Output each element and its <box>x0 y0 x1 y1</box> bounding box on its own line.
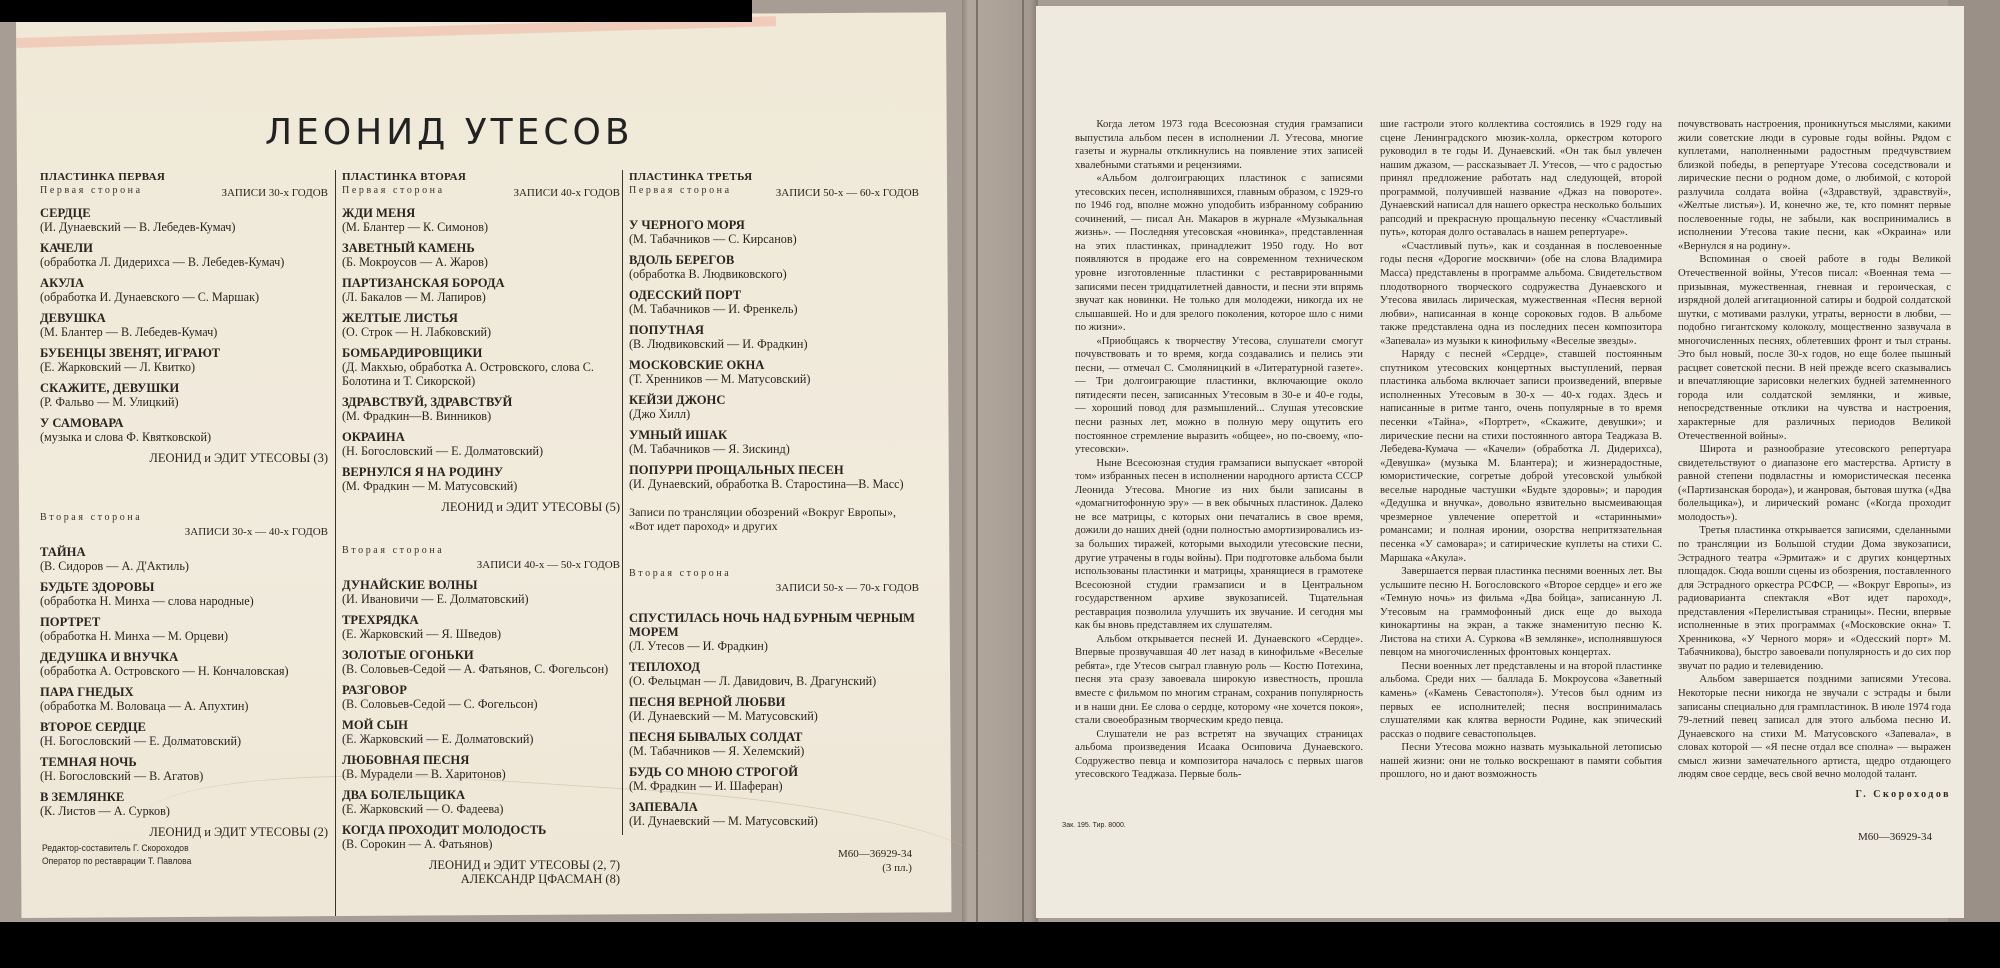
album-spine <box>962 0 1038 922</box>
plate-1-column <box>40 170 328 869</box>
song-title: БУДЬТЕ ЗДОРОВЫ <box>40 580 155 594</box>
side-label: Первая сторона <box>629 185 732 196</box>
song-title: В ЗЕМЛЯНКЕ <box>40 790 125 804</box>
song-title: ЖЕЛТЫЕ ЛИСТЬЯ <box>342 311 458 325</box>
song-item <box>40 615 328 643</box>
song-authors: (К. Листов — А. Сурков) <box>40 804 170 818</box>
song-authors: (Т. Хренников — М. Матусовский) <box>629 372 811 386</box>
plate-2-column <box>335 170 620 916</box>
song-item <box>40 755 328 783</box>
song-item <box>342 613 620 641</box>
song-item <box>629 463 919 491</box>
song-item <box>629 393 919 421</box>
song-authors: (М. Табачников — С. Кирсанов) <box>629 232 797 246</box>
article-paragraph: Когда летом 1973 года Всесоюзная студия грамзаписи выпустила альбом песен в исполнении Л. Утесова, многие газеты и журналы откликнулись на появление этих записей хвалебными статьями и рецензиями. <box>1075 118 1363 171</box>
song-authors: (М. Табачников — И. Френкель) <box>629 302 798 316</box>
song-item <box>629 695 919 723</box>
song-item <box>629 358 919 386</box>
song-item <box>342 753 620 781</box>
song-item <box>342 430 620 458</box>
song-item <box>40 206 328 234</box>
song-item <box>40 545 328 573</box>
article-paragraph: Альбом завершается поздними записями Утесова. Некоторые песни никогда не звучали с эстрады и были записаны специально для грампластинок. В июле 1974 года 79-летний певец записал для этого альбома песню И. Дунаевского на стихи М. Матусовского «Запевала», в словах которой — «Я песне отдал все сполна» — выражен смысл жизни замечательного артиста, щедро отдающего людям свое сердце, весь свой вечно молодой талант. <box>1678 673 1951 781</box>
song-title: ДУНАЙСКИЕ ВОЛНЫ <box>342 578 478 592</box>
song-title: ЗАПЕВАЛА <box>629 800 698 814</box>
song-authors: (В. Мурадели — В. Харитонов) <box>342 767 506 781</box>
scan-border-bottom <box>0 922 2000 940</box>
song-authors: (В. Соловьев-Седой — С. Фогельсон) <box>342 697 538 711</box>
article-paragraph: почувствовать настроения, проникнуться мыслями, какими жили советские люди в суровые годы войны. Рядом с куплетами, наполненными радостным предчувствием близкой победы, в репертуаре Утесова соседствовали и лирические песни о родном доме, о любимой, с которой разлучила солдата война («Здравствуй, здравствуй», «Желтые листья»). И, конечно же, те, кто помнят первые послевоенные годы, не забыли, как воспринимались в исполнении Утесова такие песни, как «Окраина» или «Вернулся я на родину». <box>1678 118 1951 252</box>
song-title: ДЕДУШКА И ВНУЧКА <box>40 650 179 664</box>
era-label: ЗАПИСИ 30-х ГОДОВ <box>221 187 328 199</box>
catalog-number-left <box>838 847 912 875</box>
song-title: СПУСТИЛАСЬ НОЧЬ НАД БУРНЫМ ЧЕРНЫМ МОРЕМ <box>629 611 915 639</box>
song-item <box>40 720 328 748</box>
song-title: БОМБАРДИРОВЩИКИ <box>342 346 483 360</box>
article-paragraph: шие гастроли этого коллектива состоялись в 1929 году на сцене Ленинградского мюзик-холла, оркестром которого руководил в те годы И. Дунаевский. «Он так был увлечен нашим джазом, — рассказывает Л. Утесов, — что с радостью принял предложение работать над следующей, второй программой, получившей название «Джаз на повороте». Дунаевский написал для нашего оркестра несколько больших рапсодий и прекрасную прощальную песенку «Счастливый путь», которая долго оставалась в нашем репертуаре». <box>1380 118 1662 239</box>
article-paragraph: Ныне Всесоюзная студия грамзаписи выпускает «второй том» избранных песен в исполнении народного артиста СССР Леонида Утесова. Многие из них были записаны в «домагнитофонную эру» — в век обычных пластинок. Далеко не все матрицы, с которых они печатались в свое время, дожили до наших дней (одни полностью амортизировались из-за больших тиражей, которыми выходили утесовские песни, другие утрачены в годы войны). При подготовке альбома были использованы пластинки и матрицы, хранящиеся в грамотеке Всесоюзной студии грамзаписи и в Центральном государственном архиве звукозаписей. Тщательная реставрация позволила улучшить их звучание. И сегодня мы как бы вновь представляем их слушателям. <box>1075 456 1363 632</box>
article-paragraph: Песни Утесова можно назвать музыкальной летописью нашей жизни: они не только воскрешают в памяти события прошлого, но и дают возможность <box>1380 741 1662 781</box>
song-authors: (обработка Н. Минха — слова народные) <box>40 594 254 608</box>
song-title: УМНЫЙ ИШАК <box>629 428 728 442</box>
plate-2-side-1 <box>342 170 620 514</box>
song-item <box>342 823 620 851</box>
article-column-1 <box>1075 118 1363 782</box>
song-title: ТРЕХРЯДКА <box>342 613 419 627</box>
era-label: ЗАПИСИ 50-х — 70-х ГОДОВ <box>775 582 919 594</box>
catalog-number: М60—36929-34 <box>838 848 912 860</box>
song-authors: (Джо Хилл) <box>629 407 691 421</box>
song-authors: (М. Фрадкин — М. Матусовский) <box>342 479 518 493</box>
plate-label: ПЛАСТИНКА ПЕРВАЯ <box>40 171 166 183</box>
song-item <box>40 276 328 304</box>
song-title: ДЕВУШКА <box>40 311 106 325</box>
song-authors: (Н. Богословский — Е. Долматовский) <box>40 734 242 748</box>
era-label: ЗАПИСИ 50-х — 60-х ГОДОВ <box>775 187 919 199</box>
song-title: БУБЕНЦЫ ЗВЕНЯТ, ИГРАЮТ <box>40 346 220 360</box>
spine-seam <box>1022 0 1024 922</box>
song-title: ЗАВЕТНЫЙ КАМЕНЬ <box>342 241 475 255</box>
song-title: ПАРТИЗАНСКАЯ БОРОДА <box>342 276 505 290</box>
recording-note: Записи по трансляции обозрений «Вокруг Европы», «Вот идет пароход» и других <box>629 505 896 533</box>
song-authors: (В. Сидоров — А. Д'Актиль) <box>40 559 189 573</box>
restoration-credit: Оператор по реставрации Т. Павлова <box>42 856 192 867</box>
song-item <box>629 253 919 281</box>
song-authors: (обработка В. Людвиковского) <box>629 267 787 281</box>
song-authors: (М. Фрадкин—В. Винников) <box>342 409 492 423</box>
song-authors: (В. Соловьев-Седой — А. Фатьянов, С. Фогельсон) <box>342 662 609 676</box>
song-authors: (В. Людвиковский — И. Фрадкин) <box>629 337 808 351</box>
song-item <box>342 395 620 423</box>
plates-count: (3 пл.) <box>882 862 912 874</box>
song-item <box>40 381 328 409</box>
song-authors: (И. Дунаевский — М. Матусовский) <box>629 709 818 723</box>
article-paragraph: Слушатели не раз встретят на звучащих страницах альбома произведения Исаака Осиповича Дунаевского. Содружество певца и композитора началось с первых шагов утесовского Теаджаза. Первые боль- <box>1075 727 1363 781</box>
plate-1-side-2 <box>40 511 328 839</box>
song-authors: (обработка И. Дунаевского — С. Маршак) <box>40 290 260 304</box>
song-title: У ЧЕРНОГО МОРЯ <box>629 218 745 232</box>
song-title: СКАЖИТЕ, ДЕВУШКИ <box>40 381 180 395</box>
song-item <box>342 648 620 676</box>
song-item <box>629 800 919 828</box>
scan-border-top <box>0 0 752 22</box>
song-authors: (Е. Жарковский — Я. Шведов) <box>342 627 502 641</box>
song-item <box>342 276 620 304</box>
song-title: МОСКОВСКИЕ ОКНА <box>629 358 765 372</box>
article-paragraph: Третья пластинка открывается записями, сделанными по трансляции из Большой студии Дома звукозаписи, Эстрадного театра «Эрмитаж» и с других концертных площадок. Сюда вошли сцены из обозрения, поставленного для Эстрадного оркестра РСФСР, — «Вокруг Европы», из радиоварианта спектакля «Вот идет пароход», представления «Перелистывая страницы». Песни, впервые исполненные в этих программах («Московские окна» Т. Хренникова, «У Черного моря» и «Одесский порт» М. Табачникова), быстро завоевали популярность и до сих пор звучат по радио и телевидению. <box>1678 524 1951 672</box>
song-authors: (обработка А. Островского — Н. Кончаловская) <box>40 664 289 678</box>
song-authors: (музыка и слова Ф. Квятковской) <box>40 430 212 444</box>
performer-credit: ЛЕОНИД и ЭДИТ УТЕСОВЫ (2) <box>149 825 328 839</box>
song-item <box>629 730 919 758</box>
song-title: ПОПУТНАЯ <box>629 323 705 337</box>
song-title: КОГДА ПРОХОДИТ МОЛОДОСТЬ <box>342 823 547 837</box>
song-title: У САМОВАРА <box>40 416 124 430</box>
article-paragraph: Песни военных лет представлены и на второй пластинке альбома. Среди них — баллада Б. Мокроусова «Заветный камень» («Камень Севастополя»). Утесов был одним из первых ее исполнителей; песня воспринималась слушателями как клятва верности Родине, как эпический рассказ о подвиге севастопольцев. <box>1380 659 1662 740</box>
era-label: ЗАПИСИ 40-х — 50-х ГОДОВ <box>476 559 620 571</box>
song-title: СЕРДЦЕ <box>40 206 91 220</box>
article-column-2 <box>1380 118 1662 782</box>
song-title: ЛЮБОВНАЯ ПЕСНЯ <box>342 753 470 767</box>
plate-3-column <box>622 170 919 835</box>
plate-2-side-2 <box>342 544 620 886</box>
song-authors: (И. Дунаевский — В. Лебедев-Кумач) <box>40 220 236 234</box>
article-paragraph: Альбом открывается песней И. Дунаевского «Сердце». Впервые прозвучавшая 40 лет назад в кинофильме «Веселые ребята», где Утесов сыграл главную роль — Костю Потехина, песня эта сразу завоевала широкую известность, прошла вместе с фильмом по многим странам, сохранив популярность и в наши дни. Ее слова о сердце, которому «не хочется покоя», стали своеобразным творческим кредо певца. <box>1075 632 1363 727</box>
article-paragraph: Широта и разнообразие утесовского репертуара свидетельствуют о диапазоне его мастерства. Артисту в равной степени подвластны и юмористическая песенка («Партизанская борода»), и жанровая, бытовая шутка («Два болельщика»), и лирический романс («Когда проходит молодость»). <box>1678 443 1951 523</box>
plate-3-side-1 <box>629 170 919 533</box>
song-item <box>342 578 620 606</box>
song-item <box>342 465 620 493</box>
song-authors: (О. Строк — Н. Лабковский) <box>342 325 492 339</box>
plate-label: ПЛАСТИНКА ВТОРАЯ <box>342 171 467 183</box>
song-item <box>40 241 328 269</box>
song-item <box>342 718 620 746</box>
article-paragraph: «Приобщаясь к творчеству Утесова, слушатели смогут почувствовать и то время, когда создавались и пелись эти песни, — отмечал С. Смоляницкий в «Литературной газете». — Три долгоиграющие пластинки, включающие около пятидесяти песен, записанных Утесовым в 30-е и 40-е годы, — хороший повод для размышлений... Слушая утесовские песни разных лет, можно в полную меру ощутить его постоянное стремление выразить «общее», но по-своему, «по-утесовски». <box>1075 334 1363 456</box>
song-authors: (М. Блантер — В. Лебедев-Кумач) <box>40 325 218 339</box>
song-authors: (М. Табачников — Я. Хелемский) <box>629 744 805 758</box>
song-title: АКУЛА <box>40 276 85 290</box>
song-authors: (М. Табачников — Я. Зискинд) <box>629 442 790 456</box>
performer-credit: ЛЕОНИД и ЭДИТ УТЕСОВЫ (3) <box>149 451 328 465</box>
song-title: ЗОЛОТЫЕ ОГОНЬКИ <box>342 648 474 662</box>
song-item <box>629 288 919 316</box>
song-authors: (Р. Фальво — М. Улицкий) <box>40 395 179 409</box>
song-title: ВЕРНУЛСЯ Я НА РОДИНУ <box>342 465 504 479</box>
song-authors: (И. Дунаевский — М. Матусовский) <box>629 814 818 828</box>
song-item <box>342 788 620 816</box>
author-signature: Г. Скороходов <box>1855 788 1951 800</box>
song-authors: (М. Блантер — К. Симонов) <box>342 220 489 234</box>
song-title: ТЕПЛОХОД <box>629 660 701 674</box>
song-authors: (обработка М. Воловаца — А. Апухтин) <box>40 699 249 713</box>
catalog-number-right: М60—36929-34 <box>1858 831 1932 843</box>
song-title: ЖДИ МЕНЯ <box>342 206 416 220</box>
credits-footer <box>42 842 191 868</box>
song-authors: (М. Фрадкин — И. Шаферан) <box>629 779 783 793</box>
side-label: Первая сторона <box>342 185 445 196</box>
song-item <box>629 765 919 793</box>
song-item <box>629 428 919 456</box>
plate-label: ПЛАСТИНКА ТРЕТЬЯ <box>629 171 753 183</box>
side-label: Первая сторона <box>40 185 143 196</box>
song-title: ДВА БОЛЕЛЬЩИКА <box>342 788 466 802</box>
song-authors: (Е. Жарковский — О. Фадеева) <box>342 802 504 816</box>
article-paragraph: «Альбом долгоиграющих пластинок с записями утесовских песен, исполнявшихся, главным образом, с 1929-го по 1946 год, вполне можно уподобить избранному собранию сочинений, — писал Ан. Макаров в журнале «Музыкальная жизнь». — Последняя утесовская «новинка», представленная на этих пластинках, принадлежит 1950 году. Но вот появляются в продаже его на современном техническом уровне изготовленные пластинки с реставрированными записями песен тридцатилетней давности, и песни эти впрямь звучат как новинки. Не только для молодежи, никогда их не слышавшей. Но и для зрелого поколения, которое шло с ними по жизни». <box>1075 172 1363 334</box>
song-item <box>342 346 620 388</box>
song-authors: (Н. Богословский — В. Агатов) <box>40 769 204 783</box>
plate-3-side-2 <box>629 567 919 828</box>
song-title: ОКРАИНА <box>342 430 405 444</box>
article-paragraph: «Счастливый путь», как и созданная в послевоенные годы песня «Дорогие москвичи» (обе на слова Владимира Масса) представлены в программе альбома. Свидетельством плодотворного творческого содружества Дунаевского и Утесова явилась лирическая, мужественная «Песня верной любви», написанная в конце сороковых годов. В альбоме также представлена одна из последних песен композитора «Запевала» из музыки к кинофильму «Веселые звезды». <box>1380 239 1662 347</box>
song-title: ВДОЛЬ БЕРЕГОВ <box>629 253 735 267</box>
song-item <box>629 660 919 688</box>
song-title: ЗДРАВСТВУЙ, ЗДРАВСТВУЙ <box>342 395 513 409</box>
song-title: ПАРА ГНЕДЫХ <box>40 685 134 699</box>
song-authors: (И. Дунаевский, обработка В. Старостина—В. Масс) <box>629 477 904 491</box>
song-item <box>40 311 328 339</box>
song-item <box>342 206 620 234</box>
song-item <box>629 218 919 246</box>
plate-1-side-1 <box>40 170 328 465</box>
page-title: ЛЕОНИД УТЕСОВ <box>265 112 634 154</box>
side-label: Вторая сторона <box>629 568 732 579</box>
song-title: РАЗГОВОР <box>342 683 407 697</box>
song-title: ПОРТРЕТ <box>40 615 101 629</box>
song-item <box>342 311 620 339</box>
song-item <box>629 611 919 653</box>
song-title: БУДЬ СО МНОЮ СТРОГОЙ <box>629 765 799 779</box>
song-authors: (В. Сорокин — А. Фатьянов) <box>342 837 493 851</box>
song-authors: (О. Фельцман — Л. Давидович, В. Драгунский) <box>629 674 877 688</box>
song-item <box>40 580 328 608</box>
song-authors: (Е. Жарковский — Е. Долматовский) <box>342 732 534 746</box>
article-paragraph: Наряду с песней «Сердце», ставшей постоянным спутником утесовских концертных выступлений, первая пластинка альбома включает записи произведений, впервые исполненных Утесовым в 30-х — 40-х годах. Здесь и написанные в ритме танго, очень популярные в то время песенки «Тайна», «Портрет», «Скажите, девушки»; и лирические песни на стихи постоянного автора Теаджаза В. Лебедева-Кумача — «Качели» (обработка Л. Дидерихса), «Девушка» (музыка М. Блантера); и жизнерадостные, юмористические, согретые доброй утесовской улыбкой веселые народные частушки «Будьте здоровы»; и пародия «Дедушка и внучка», довольно язвительно высмеивающая чрезмерное увлечение опереттой и «старинными» романсами; и полная иронии, озорства непритязательная песенка «У самовара»; и сатирические куплеты на стихи С. Маршака «Акула». <box>1380 348 1662 564</box>
song-title: ОДЕССКИЙ ПОРТ <box>629 288 742 302</box>
editor-credit: Редактор-составитель Г. Скороходов <box>42 843 189 854</box>
performer-credit: ЛЕОНИД и ЭДИТ УТЕСОВЫ (5) <box>441 500 620 514</box>
song-title: ТЕМНАЯ НОЧЬ <box>40 755 137 769</box>
song-item <box>40 346 328 374</box>
song-title: ТАЙНА <box>40 545 86 559</box>
song-authors: (Б. Мокроусов — А. Жаров) <box>342 255 488 269</box>
print-imprint: Зак. 195. Тир. 8000. <box>1062 822 1126 829</box>
song-authors: (И. Ивановичи — Е. Долматовский) <box>342 592 529 606</box>
song-item <box>40 685 328 713</box>
song-title: ПЕСНЯ БЫВАЛЫХ СОЛДАТ <box>629 730 803 744</box>
song-authors: (Д. Макхью, обработка А. Островского, слова С. Болотина и Т. Сикорской) <box>342 360 594 388</box>
performer-credit: АЛЕКСАНДР ЦФАСМАН (8) <box>460 872 620 886</box>
song-item <box>40 416 328 444</box>
article-paragraph: Завершается первая пластинка песнями военных лет. Вы услышите песню Н. Богословского «Второе сердце» и его же «Темную ночь» из фильма «Два бойца», записанную Л. Утесовым на граммофонный диск еще до выхода кинокартины на экран, а также знаменитую песню К. Листова на стихи А. Суркова «В землянке», исполнявшуюся певцом на многочисленных фронтовых концертах. <box>1380 565 1662 659</box>
song-authors: (Н. Богословский — Е. Долматовский) <box>342 444 544 458</box>
song-authors: (Е. Жарковский — Л. Квитко) <box>40 360 195 374</box>
song-authors: (Л. Утесов — И. Фрадкин) <box>629 639 768 653</box>
song-authors: (Л. Бакалов — М. Лапиров) <box>342 290 486 304</box>
song-item <box>40 790 328 818</box>
era-label: ЗАПИСИ 40-х ГОДОВ <box>513 187 620 199</box>
era-label: ЗАПИСИ 30-х — 40-х ГОДОВ <box>184 526 328 538</box>
song-item <box>342 241 620 269</box>
side-label: Вторая сторона <box>40 512 143 523</box>
song-item <box>629 323 919 351</box>
song-authors: (обработка Л. Дидерихса — В. Лебедев-Кумач) <box>40 255 285 269</box>
article-paragraph: Вспоминая о своей работе в годы Великой Отечественной войны, Утесов писал: «Военная тема — призывная, мужественная, гневная и героическая, с изрядной долей агитационной сатиры и бодрой солдатской шутки, с мотивами разлуки, утраты, верности в любви, — подобно гигантскому колоколу, мощественно зазвучала в многочисленных песнях, облетевших фронт и тыл страны. Это был новый, после 30-х годов, но еще более пышный расцвет советской песни. В ней прежде всего сказывались и впечатляющие зарисовки нелегких будней затемненного города или солдатской землянки, и живые, непосредственные отклики на чувства и настроения, характерные для различных периодов Великой Отечественной войны». <box>1678 253 1951 442</box>
song-title: МОЙ СЫН <box>342 718 408 732</box>
song-item <box>40 650 328 678</box>
performer-credit: ЛЕОНИД и ЭДИТ УТЕСОВЫ (2, 7) <box>428 858 620 872</box>
side-label: Вторая сторона <box>342 545 445 556</box>
song-authors: (обработка Н. Минха — М. Орцеви) <box>40 629 229 643</box>
song-title: КЕЙЗИ ДЖОНС <box>629 393 726 407</box>
song-title: КАЧЕЛИ <box>40 241 93 255</box>
song-item <box>342 683 620 711</box>
song-title: ВТОРОЕ СЕРДЦЕ <box>40 720 146 734</box>
spine-seam <box>976 0 978 922</box>
song-title: ПЕСНЯ ВЕРНОЙ ЛЮБВИ <box>629 695 786 709</box>
article-column-3 <box>1678 118 1951 801</box>
song-title: ПОПУРРИ ПРОЩАЛЬНЫХ ПЕСЕН <box>629 463 844 477</box>
